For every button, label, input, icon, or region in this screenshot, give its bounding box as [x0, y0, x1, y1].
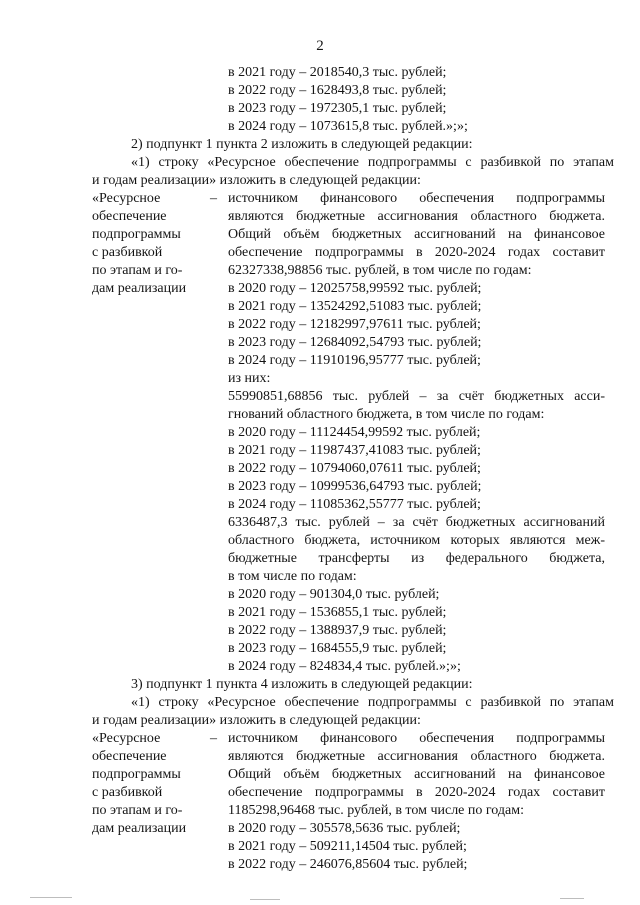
label-dash: –	[210, 731, 217, 746]
value-line: гнований областного бюджета, в том числе по годам:	[228, 407, 545, 422]
list-item: в 2024 году – 1073615,8 тыс. рублей.»;»;	[228, 119, 468, 134]
scan-speck	[250, 899, 280, 900]
value-line: 1185298,96468 тыс. рублей, в том числе по годам:	[228, 803, 524, 818]
label-line: с разбивкой	[92, 785, 163, 800]
value-line: Общий объём бюджетных ассигнований на финансовое	[228, 227, 605, 242]
value-line: в 2024 году – 824834,4 тыс. рублей.»;»;	[228, 659, 461, 674]
value-line: в 2023 году – 10999536,64793 тыс. рублей;	[228, 479, 482, 494]
value-line: в 2024 году – 11910196,95777 тыс. рублей;	[228, 353, 481, 368]
label-line: с разбивкой	[92, 245, 163, 260]
item3-heading: 3) подпункт 1 пункта 4 изложить в следующей редакции:	[131, 677, 473, 692]
value-line: в 2021 году – 1536855,1 тыс. рублей;	[228, 605, 447, 620]
value-line: в 2020 году – 901304,0 тыс. рублей;	[228, 587, 440, 602]
item3-intro-line2: и годам реализации» изложить в следующей редакции:	[92, 713, 421, 728]
value-line: в 2021 году – 11987437,41083 тыс. рублей;	[228, 443, 481, 458]
item3-intro-line1: «1) строку «Ресурсное обеспечение подпрограммы с разбивкой по этапам	[131, 695, 614, 710]
label-line: по этапам и го-	[92, 263, 183, 278]
value-line: в 2023 году – 1684555,9 тыс. рублей;	[228, 641, 447, 656]
list-item: в 2022 году – 1628493,8 тыс. рублей;	[228, 83, 447, 98]
label-line: подпрограммы	[92, 767, 181, 782]
value-line: источником финансового обеспечения подпрограммы	[228, 191, 605, 206]
value-line: обеспечение подпрограммы в 2020-2024 годах составит	[228, 785, 605, 800]
value-line: обеспечение подпрограммы в 2020-2024 годах составит	[228, 245, 605, 260]
item2-intro-line2: и годам реализации» изложить в следующей редакции:	[92, 173, 421, 188]
value-line: областного бюджета, источником которых являются меж-	[228, 533, 605, 548]
label-line: дам реализации	[92, 281, 187, 296]
value-line: Общий объём бюджетных ассигнований на финансовое	[228, 767, 605, 782]
label-line: «Ресурсное	[92, 191, 161, 206]
value-line: 62327338,98856 тыс. рублей, в том числе по годам:	[228, 263, 532, 278]
list-item: в 2021 году – 2018540,3 тыс. рублей;	[228, 65, 447, 80]
value-line: бюджетные трансферты из федерального бюджета,	[228, 551, 605, 566]
label-line: обеспечение	[92, 209, 167, 224]
label-line: подпрограммы	[92, 227, 181, 242]
value-line: в 2023 году – 12684092,54793 тыс. рублей;	[228, 335, 482, 350]
label-line: обеспечение	[92, 749, 167, 764]
value-line: источником финансового обеспечения подпрограммы	[228, 731, 605, 746]
page-number: 2	[316, 38, 324, 54]
value-line: в том числе по годам:	[228, 569, 357, 584]
value-line: в 2022 году – 12182997,97611 тыс. рублей;	[228, 317, 481, 332]
value-line: являются бюджетные ассигнования областного бюджета.	[228, 749, 605, 764]
value-line: в 2022 году – 1388937,9 тыс. рублей;	[228, 623, 447, 638]
label-line: по этапам и го-	[92, 803, 183, 818]
value-line: в 2024 году – 11085362,55777 тыс. рублей;	[228, 497, 481, 512]
value-line: в 2021 году – 509211,14504 тыс. рублей;	[228, 839, 467, 854]
value-line: в 2022 году – 10794060,07611 тыс. рублей;	[228, 461, 481, 476]
value-line: 6336487,3 тыс. рублей – за счёт бюджетных ассигнований	[228, 515, 605, 530]
item2-intro-line1: «1) строку «Ресурсное обеспечение подпрограммы с разбивкой по этапам	[131, 155, 614, 170]
list-item: в 2023 году – 1972305,1 тыс. рублей;	[228, 101, 447, 116]
value-line: в 2020 году – 305578,5636 тыс. рублей;	[228, 821, 461, 836]
scan-speck	[30, 897, 72, 898]
label-line: дам реализации	[92, 821, 187, 836]
value-line: в 2020 году – 12025758,99592 тыс. рублей;	[228, 281, 482, 296]
value-line: из них:	[228, 371, 271, 386]
value-line: 55990851,68856 тыс. рублей – за счёт бюджетных асси-	[228, 389, 605, 404]
value-line: в 2021 году – 13524292,51083 тыс. рублей;	[228, 299, 482, 314]
scan-speck	[560, 898, 584, 899]
value-line: в 2022 году – 246076,85604 тыс. рублей;	[228, 857, 468, 872]
item2-heading: 2) подпункт 1 пункта 2 изложить в следующей редакции:	[131, 137, 473, 152]
label-dash: –	[210, 191, 217, 206]
label-line: «Ресурсное	[92, 731, 161, 746]
value-line: в 2020 году – 11124454,99592 тыс. рублей;	[228, 425, 481, 440]
value-line: являются бюджетные ассигнования областного бюджета.	[228, 209, 605, 224]
